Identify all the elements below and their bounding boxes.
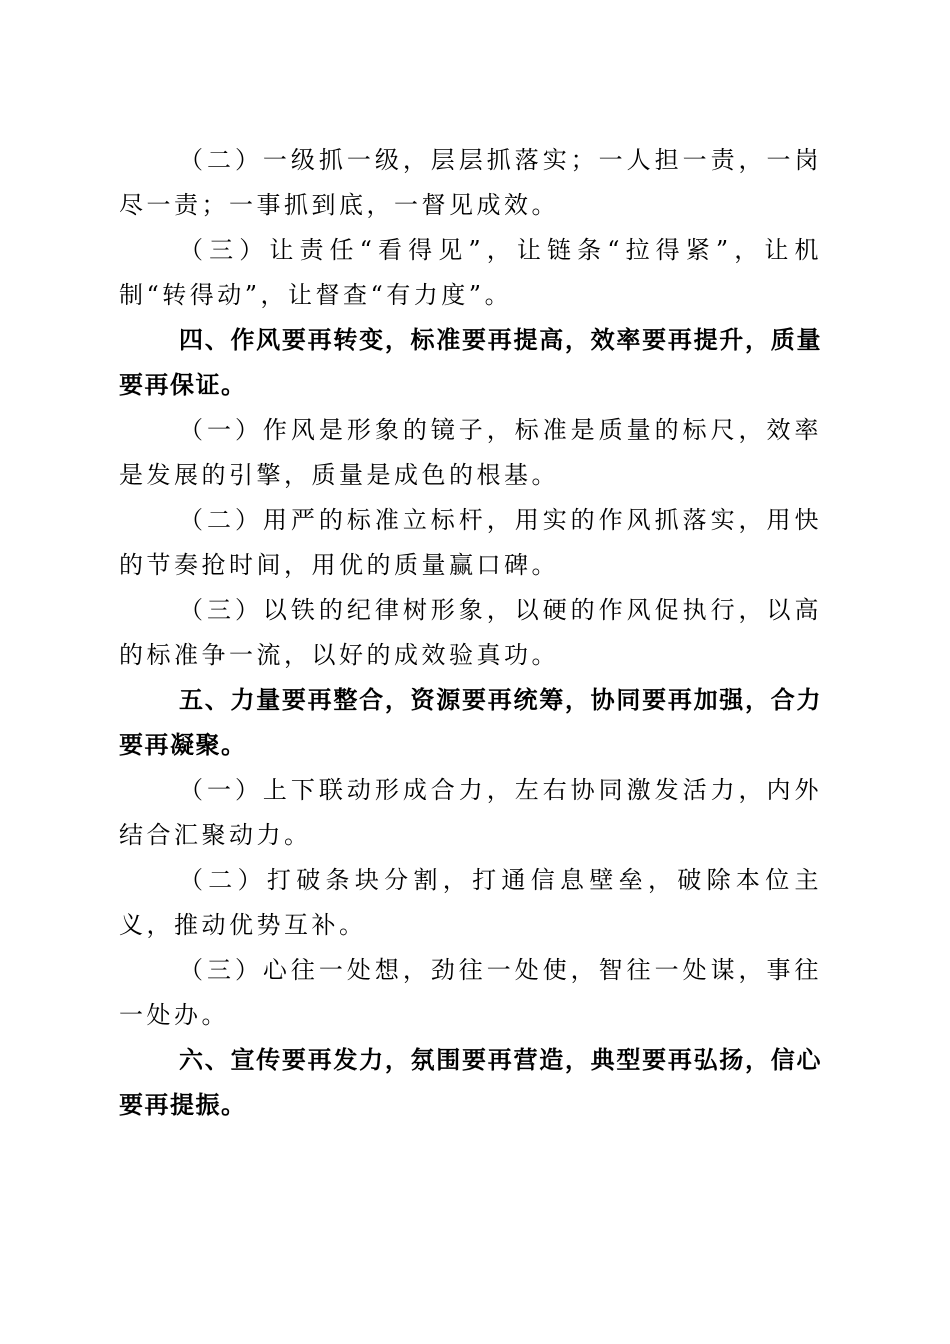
paragraph-sub-5-3: （三）心往一处想，劲往一处使，智往一处谋，事往一处办。 [119,956,822,1029]
section-heading-4: 四、作风要再转变，标准要再提高，效率要再提升，质量要再保证。 [119,326,822,399]
paragraph-sub-4-3: （三）以铁的纪律树形象，以硬的作风促执行，以高的标准争一流，以好的成效验真功。 [119,596,822,669]
paragraph-sub-4-1: （一）作风是形象的镜子，标准是质量的标尺，效率是发展的引擎，质量是成色的根基。 [119,416,822,489]
paragraph-sub-2-2: （二）一级抓一级，层层抓落实；一人担一责，一岗尽一责；一事抓到底，一督见成效。 [119,146,822,219]
paragraph-sub-2-3: （三）让责任“看得见”，让链条“拉得紧”，让机制“转得动”，让督查“有力度”。 [119,236,822,309]
paragraph-sub-5-2: （二）打破条块分割，打通信息壁垒，破除本位主义，推动优势互补。 [119,866,822,939]
paragraph-sub-5-1: （一）上下联动形成合力，左右协同激发活力，内外结合汇聚动力。 [119,776,822,849]
document-page [119,138,822,1128]
section-heading-6: 六、宣传要再发力，氛围要再营造，典型要再弘扬，信心要再提振。 [119,1046,822,1119]
section-heading-5: 五、力量要再整合，资源要再统筹，协同要再加强，合力要再凝聚。 [119,686,822,759]
paragraph-sub-4-2: （二）用严的标准立标杆，用实的作风抓落实，用快的节奏抢时间，用优的质量赢口碑。 [119,506,822,579]
